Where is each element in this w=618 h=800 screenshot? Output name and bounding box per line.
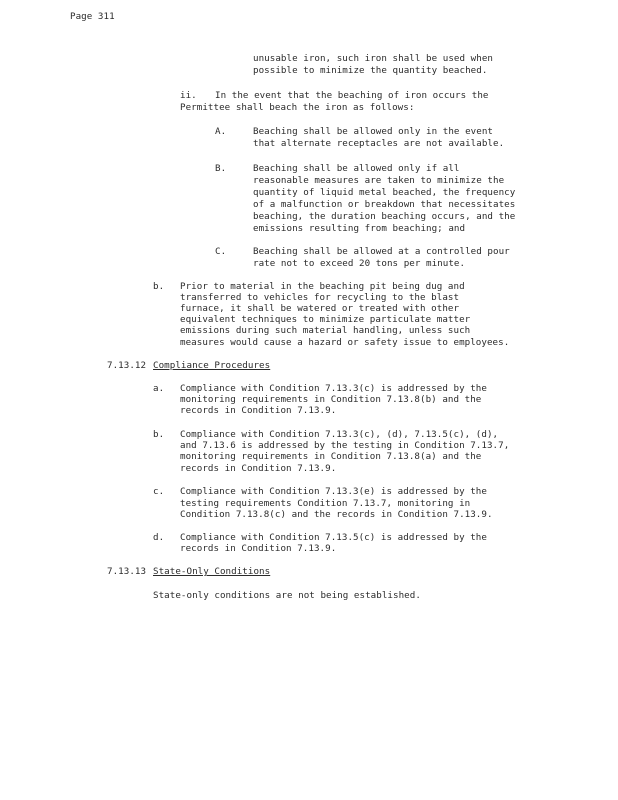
paragraph-line: monitoring requirements in Condition 7.13.8(a) and the [180, 451, 482, 462]
item-label: b. [153, 281, 165, 292]
paragraph-line: Prior to material in the beaching pit being dug and [180, 281, 465, 292]
subitem-label: C. [215, 246, 227, 257]
paragraph-line: beaching, the duration beaching occurs, and the [253, 211, 516, 222]
section-title: Compliance Procedures [153, 360, 271, 371]
section-number: 7.13.13 [107, 566, 147, 577]
section-title: State-Only Conditions [153, 566, 271, 577]
item-label: b. [153, 429, 165, 440]
paragraph-line: quantity of liquid metal beached, the frequency [253, 187, 516, 198]
paragraph-line: Permittee shall beach the iron as follows: [180, 102, 415, 113]
subitem-label: B. [215, 163, 227, 174]
section-number: 7.13.12 [107, 360, 147, 371]
subitem-label: A. [215, 126, 227, 137]
paragraph-line: of a malfunction or breakdown that necessitates [253, 199, 516, 210]
paragraph-line: and 7.13.6 is addressed by the testing in Condition 7.13.7, [180, 440, 510, 451]
paragraph-line: records in Condition 7.13.9. [180, 463, 337, 474]
paragraph-line: Beaching shall be allowed at a controlled pour [253, 246, 510, 257]
paragraph-line: Compliance with Condition 7.13.3(c), (d), 7.13.5(c), (d), [180, 429, 499, 440]
page-number: Page 311 [70, 11, 115, 22]
paragraph-line: possible to minimize the quantity beached. [253, 65, 488, 76]
paragraph-line: records in Condition 7.13.9. [180, 543, 337, 554]
paragraph-line: reasonable measures are taken to minimize the [253, 175, 505, 186]
paragraph-line: Compliance with Condition 7.13.5(c) is addressed by the [180, 532, 487, 543]
paragraph-line: measures would cause a hazard or safety issue to employees. [180, 337, 510, 348]
item-label: ii. [180, 90, 197, 101]
paragraph-line: Beaching shall be allowed only in the event [253, 126, 493, 137]
item-label: a. [153, 383, 165, 394]
item-label: d. [153, 532, 165, 543]
item-label: c. [153, 486, 165, 497]
paragraph-line: records in Condition 7.13.9. [180, 405, 337, 416]
paragraph-line: equivalent techniques to minimize particulate matter [180, 314, 471, 325]
paragraph-line: monitoring requirements in Condition 7.13.8(b) and the [180, 394, 482, 405]
paragraph-line: In the event that the beaching of iron occurs the [215, 90, 489, 101]
paragraph-line: unusable iron, such iron shall be used when [253, 53, 493, 64]
paragraph-line: Beaching shall be allowed only if all [253, 163, 460, 174]
paragraph-line: Compliance with Condition 7.13.3(c) is addressed by the [180, 383, 487, 394]
paragraph-line: transferred to vehicles for recycling to the blast [180, 292, 460, 303]
paragraph-line: that alternate receptacles are not available. [253, 138, 505, 149]
paragraph-line: Compliance with Condition 7.13.3(e) is addressed by the [180, 486, 487, 497]
paragraph-line: Condition 7.13.8(c) and the records in Condition 7.13.9. [180, 509, 493, 520]
paragraph-line: rate not to exceed 20 tons per minute. [253, 258, 466, 269]
paragraph-line: emissions resulting from beaching; and [253, 223, 466, 234]
paragraph-line: furnace, it shall be watered or treated with other [180, 303, 460, 314]
paragraph-line: emissions during such material handling, unless such [180, 325, 471, 336]
paragraph-line: State-only conditions are not being established. [153, 590, 421, 601]
paragraph-line: testing requirements Condition 7.13.7, monitoring in [180, 498, 471, 509]
